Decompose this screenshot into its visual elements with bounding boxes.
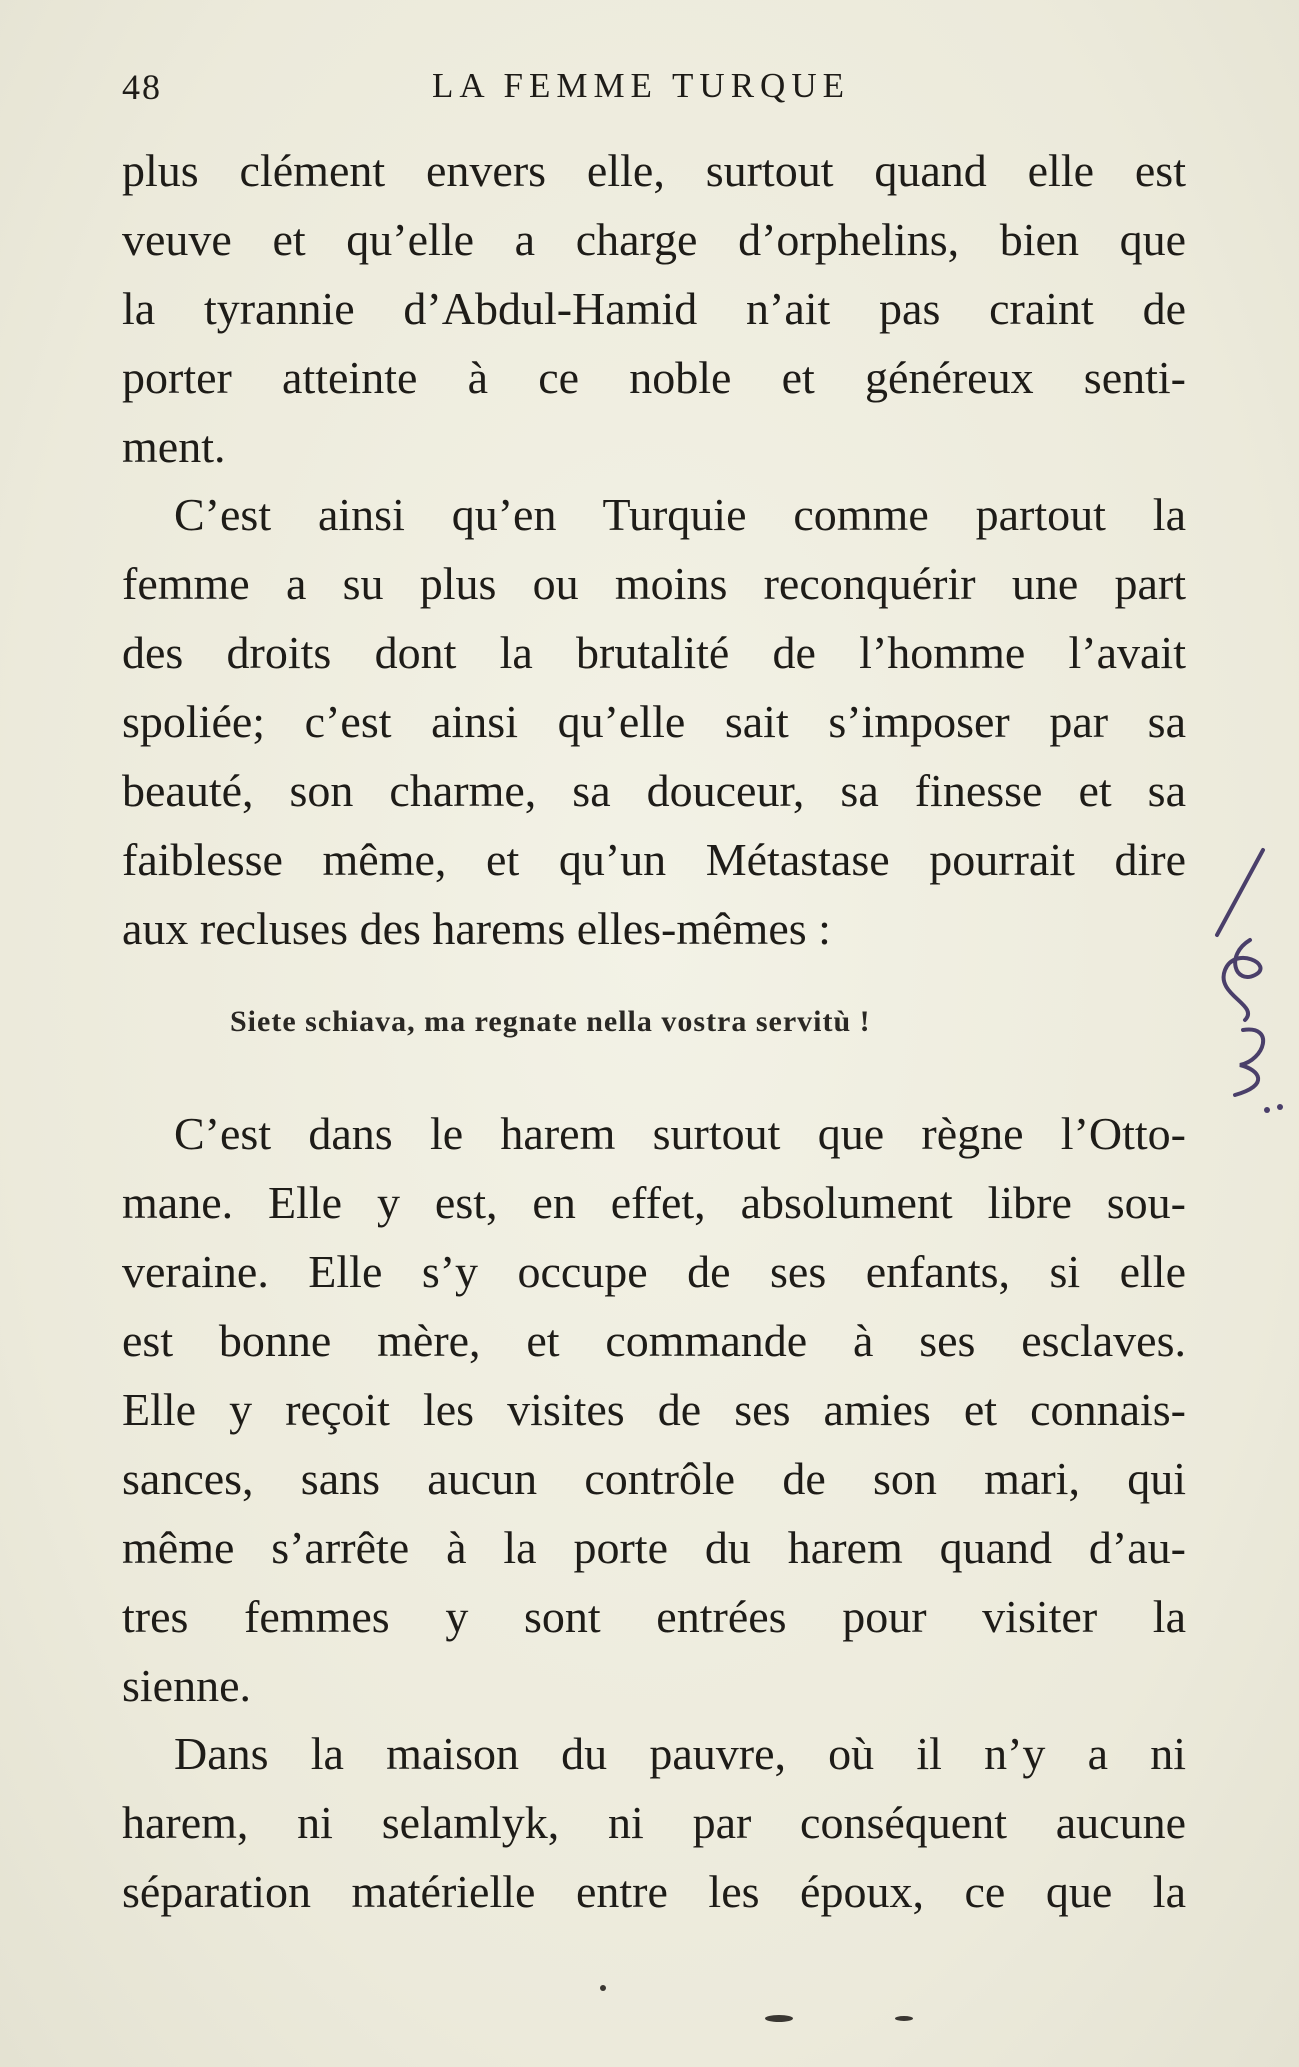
running-title: LA FEMME TURQUE — [432, 66, 850, 105]
italian-quote: Siete schiava, ma regnate nella vostra servitù ! — [230, 1005, 871, 1038]
text-line: sances, sans aucun contrôle de son mari, qui — [122, 1453, 1186, 1504]
page-number: 48 — [122, 67, 162, 107]
text-line: C’est ainsi qu’en Turquie comme partout la — [174, 489, 1186, 540]
paragraph-3 — [122, 1099, 1186, 1720]
text-line: spoliée; c’est ainsi qu’elle sait s’imposer par sa — [122, 696, 1186, 747]
text-line: la tyrannie d’Abdul-Hamid n’ait pas craint de — [122, 283, 1186, 334]
text-line: veraine. Elle s’y occupe de ses enfants, si elle — [122, 1246, 1186, 1297]
text-line: femme a su plus ou moins reconquérir une part — [122, 558, 1186, 609]
running-head — [122, 66, 1192, 116]
text-line: Dans la maison du pauvre, où il n’y a ni — [174, 1728, 1186, 1779]
ink-speck — [600, 1985, 606, 1991]
text-line: veuve et qu’elle a charge d’orphelins, bien que — [122, 214, 1186, 265]
handwritten-margin-annotation — [1205, 845, 1295, 1125]
text-line: porter atteinte à ce noble et généreux senti- — [122, 352, 1186, 403]
paragraph-2 — [122, 480, 1186, 963]
text-line: des droits dont la brutalité de l’homme l’avait — [122, 627, 1186, 678]
text-line: plus clément envers elle, surtout quand elle est — [122, 145, 1186, 196]
text-line: beauté, son charme, sa douceur, sa finesse et sa — [122, 765, 1186, 816]
paragraph-4 — [122, 1719, 1186, 1926]
text-line: C’est dans le harem surtout que règne l’Otto- — [174, 1108, 1186, 1159]
text-line: ment. — [122, 421, 226, 472]
ink-speck — [765, 2015, 793, 2022]
text-line: est bonne mère, et commande à ses esclaves. — [122, 1315, 1186, 1366]
text-line: mane. Elle y est, en effet, absolument libre sou- — [122, 1177, 1186, 1228]
text-line: aux recluses des harems elles-mêmes : — [122, 903, 831, 954]
text-line: faiblesse même, et qu’un Métastase pourrait dire — [122, 834, 1186, 885]
text-line: même s’arrête à la porte du harem quand d’au- — [122, 1522, 1186, 1573]
text-line: harem, ni selamlyk, ni par conséquent aucune — [122, 1797, 1186, 1848]
text-line: séparation matérielle entre les époux, ce que la — [122, 1866, 1186, 1917]
ink-speck — [895, 2016, 913, 2021]
text-line: sienne. — [122, 1660, 252, 1711]
text-line: tres femmes y sont entrées pour visiter la — [122, 1591, 1186, 1642]
paragraph-1 — [122, 136, 1186, 481]
text-line: Elle y reçoit les visites de ses amies et connais- — [122, 1384, 1186, 1435]
